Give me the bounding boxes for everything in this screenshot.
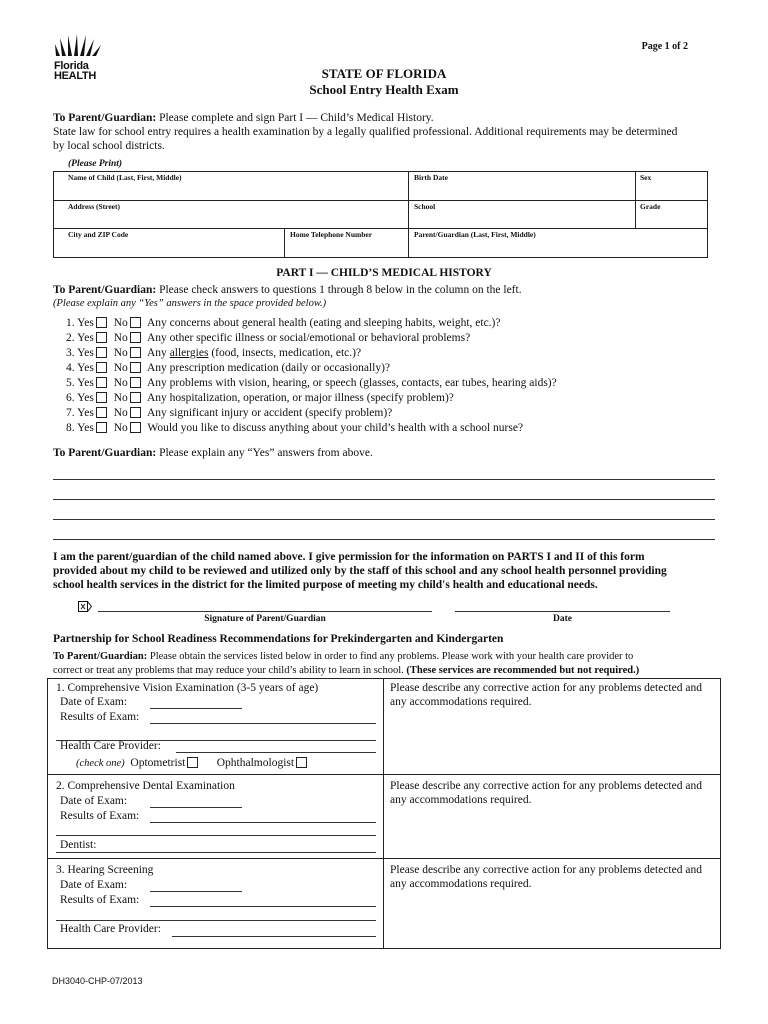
form-code: DH3040-CHP-07/2013: [52, 976, 143, 986]
optometrist-checkbox[interactable]: [187, 757, 198, 768]
check-one-group: [76, 756, 311, 771]
page-title: STATE OF FLORIDA: [321, 66, 447, 81]
part1-explain-note: (Please explain any “Yes” answers in the space provided below.): [53, 298, 327, 309]
vision-date-input[interactable]: [150, 708, 242, 709]
yes-checkbox[interactable]: [96, 407, 107, 418]
explain-line-4[interactable]: [53, 539, 715, 540]
no-label: No: [113, 332, 128, 344]
date-label: Date: [553, 614, 572, 624]
question-number: 4.: [66, 362, 75, 374]
question-row: [66, 346, 361, 361]
vision-corrective-note[interactable]: Please describe any corrective action for any problems detected and any accommodations required.: [390, 682, 702, 708]
question-number: 7.: [66, 407, 75, 419]
no-label: No: [113, 407, 128, 419]
page-subtitle: School Entry Health Exam: [309, 82, 459, 97]
explain-prompt: [53, 446, 373, 460]
school-field[interactable]: School: [414, 202, 436, 211]
explain-line-1[interactable]: [53, 479, 715, 480]
yes-label: Yes: [77, 407, 94, 419]
part1-heading: PART I — CHILD’S MEDICAL HISTORY: [276, 267, 492, 279]
child-info-table: [53, 171, 708, 258]
vision-provider-input[interactable]: [176, 752, 376, 753]
question-row: [66, 316, 501, 331]
intro-line2: State law for school entry requires a health examination by a legally qualified professional. Additional requirements may be determined: [53, 126, 678, 138]
parent-name-field[interactable]: Parent/Guardian (Last, First, Middle): [414, 230, 536, 239]
partnership-lead: To Parent/Guardian:: [53, 651, 148, 662]
intro-line3: by local school districts.: [53, 140, 165, 152]
part1-instr-lead: To Parent/Guardian:: [53, 284, 157, 296]
hearing-results-label: Results of Exam:: [60, 894, 140, 906]
yes-checkbox[interactable]: [96, 332, 107, 343]
question-text: Any hospitalization, operation, or major illness (specify problem)?: [147, 392, 454, 404]
sign-here-icon: [78, 599, 92, 617]
question-text: Would you like to discuss anything about your child’s health with a school nurse?: [147, 422, 524, 434]
vision-date-label: Date of Exam:: [60, 696, 128, 708]
no-checkbox[interactable]: [130, 332, 141, 343]
partnership-heading: Partnership for School Readiness Recommendations for Prekindergarten and Kindergarten: [53, 633, 504, 645]
logo-line1: Florida: [54, 60, 89, 72]
hearing-date-label: Date of Exam:: [60, 879, 128, 891]
dental-title: 2. Comprehensive Dental Examination: [56, 780, 235, 792]
hearing-results-input[interactable]: [150, 906, 376, 907]
question-row: [66, 406, 392, 421]
question-number: 3.: [66, 347, 75, 359]
dental-corrective-note[interactable]: Please describe any corrective action for any problems detected and any accommodations required.: [390, 780, 702, 806]
ophthalmologist-label: Ophthalmologist: [216, 757, 295, 769]
vision-results-label: Results of Exam:: [60, 711, 140, 723]
yes-label: Yes: [77, 377, 94, 389]
no-checkbox[interactable]: [130, 317, 141, 328]
question-row: [66, 391, 454, 406]
question-number: 2.: [66, 332, 75, 344]
yes-checkbox[interactable]: [96, 422, 107, 433]
no-checkbox[interactable]: [130, 392, 141, 403]
question-row: [66, 361, 390, 376]
yes-label: Yes: [77, 362, 94, 374]
question-text: (food, insects, medication, etc.)?: [208, 347, 362, 359]
no-label: No: [113, 347, 128, 359]
vision-results-input[interactable]: [150, 723, 376, 724]
question-text-underlined: allergies: [169, 347, 209, 359]
question-number: 5.: [66, 377, 75, 389]
yes-checkbox[interactable]: [96, 392, 107, 403]
not-required-note: (These services are recommended but not required.): [406, 665, 640, 676]
grade-field[interactable]: Grade: [640, 202, 661, 211]
hearing-title: 3. Hearing Screening: [56, 864, 154, 876]
sunburst-icon: [54, 34, 102, 56]
explain-text: Please explain any “Yes” answers from above.: [156, 447, 373, 459]
hearing-results-line-2[interactable]: [56, 920, 376, 921]
no-label: No: [113, 392, 128, 404]
vision-title: 1. Comprehensive Vision Examination (3-5 years of age): [56, 682, 319, 694]
dental-date-label: Date of Exam:: [60, 795, 128, 807]
no-checkbox[interactable]: [130, 377, 141, 388]
hearing-date-input[interactable]: [150, 891, 242, 892]
question-text: Any significant injury or accident (specify problem)?: [147, 407, 393, 419]
question-number: 1.: [66, 317, 75, 329]
question-number: 6.: [66, 392, 75, 404]
partnership-text1: Please obtain the services listed below in order to find any problems. Please work with your health care provider to: [147, 651, 634, 662]
vision-provider-label: Health Care Provider:: [60, 740, 161, 752]
yes-label: Yes: [77, 332, 94, 344]
sex-field[interactable]: Sex: [640, 173, 652, 182]
question-text: Any problems with vision, hearing, or speech (glasses, contacts, ear tubes, hearing aids)?: [147, 377, 557, 389]
home-phone-field[interactable]: Home Telephone Number: [290, 230, 373, 239]
signature-label: Signature of Parent/Guardian: [204, 614, 326, 624]
hearing-corrective-note[interactable]: Please describe any corrective action for any problems detected and any accommodations required.: [390, 864, 702, 890]
yes-checkbox[interactable]: [96, 377, 107, 388]
question-text: Any prescription medication (daily or occasionally)?: [147, 362, 391, 374]
child-name-field[interactable]: Name of Child (Last, First, Middle): [68, 173, 182, 182]
yes-checkbox[interactable]: [96, 347, 107, 358]
question-row: [66, 331, 470, 346]
hearing-provider-label: Health Care Provider:: [60, 923, 161, 935]
dental-exam-section: [47, 774, 721, 859]
no-label: No: [113, 362, 128, 374]
no-label: No: [113, 422, 128, 434]
dentist-label: Dentist:: [60, 839, 97, 851]
signature-line[interactable]: [98, 611, 432, 612]
check-one-label: (check one): [76, 758, 125, 769]
question-number: 8.: [66, 422, 75, 434]
date-line[interactable]: [455, 611, 670, 612]
dental-results-line-2[interactable]: [56, 835, 376, 836]
optometrist-label: Optometrist: [130, 757, 186, 769]
no-checkbox[interactable]: [130, 362, 141, 373]
intro-lead: To Parent/Guardian:: [53, 112, 157, 124]
dental-date-input[interactable]: [150, 807, 242, 808]
consent-line3: school health services in the district for the limited purpose of meeting my child's health and educational needs.: [53, 579, 598, 591]
no-checkbox[interactable]: [130, 422, 141, 433]
no-label: No: [113, 317, 128, 329]
please-print-note: (Please Print): [68, 159, 123, 169]
explain-line-2[interactable]: [53, 499, 715, 500]
vision-exam-section: [47, 678, 721, 775]
question-text-pre: Any: [147, 347, 170, 359]
no-checkbox[interactable]: [130, 407, 141, 418]
yes-checkbox[interactable]: [96, 317, 107, 328]
page-number: Page 1 of 2: [641, 41, 688, 52]
explain-line-3[interactable]: [53, 519, 715, 520]
part1-instr-text: Please check answers to questions 1 through 8 below in the column on the left.: [156, 284, 522, 296]
partnership-text2: correct or treat any problems that may reduce your child’s ability to learn in school.: [53, 665, 407, 676]
intro-line1: Please complete and sign Part I — Child’s Medical History.: [156, 112, 434, 124]
city-zip-field[interactable]: City and ZIP Code: [68, 230, 129, 239]
yes-label: Yes: [77, 422, 94, 434]
dental-results-label: Results of Exam:: [60, 810, 140, 822]
consent-line2: provided about my child to be reviewed and utilized only by the staff of this school and any school health personnel providing: [53, 565, 667, 577]
yes-label: Yes: [77, 347, 94, 359]
explain-lead: To Parent/Guardian:: [53, 447, 157, 459]
consent-line1: I am the parent/guardian of the child named above. I give permission for the information on PARTS I and II of this form: [53, 551, 645, 563]
intro-block: [53, 111, 723, 153]
yes-label: Yes: [77, 392, 94, 404]
ophthalmologist-checkbox[interactable]: [296, 757, 307, 768]
dental-results-input[interactable]: [150, 822, 376, 823]
dentist-input[interactable]: [56, 852, 376, 853]
no-checkbox[interactable]: [130, 347, 141, 358]
question-row: [66, 421, 523, 436]
partnership-instructions: [53, 650, 723, 678]
yes-checkbox[interactable]: [96, 362, 107, 373]
question-text: Any concerns about general health (eating and sleeping habits, weight, etc.)?: [147, 317, 501, 329]
yes-label: Yes: [77, 317, 94, 329]
hearing-provider-input[interactable]: [172, 936, 376, 937]
question-text: Any other specific illness or social/emotional or behavioral problems?: [147, 332, 471, 344]
part1-instructions: [53, 283, 522, 297]
question-row: [66, 376, 557, 391]
no-label: No: [113, 377, 128, 389]
consent-statement: [53, 550, 733, 592]
address-field[interactable]: Address (Street): [68, 202, 121, 211]
birth-date-field[interactable]: Birth Date: [414, 173, 448, 182]
hearing-screening-section: [47, 858, 721, 949]
logo-line2: HEALTH: [54, 70, 96, 82]
